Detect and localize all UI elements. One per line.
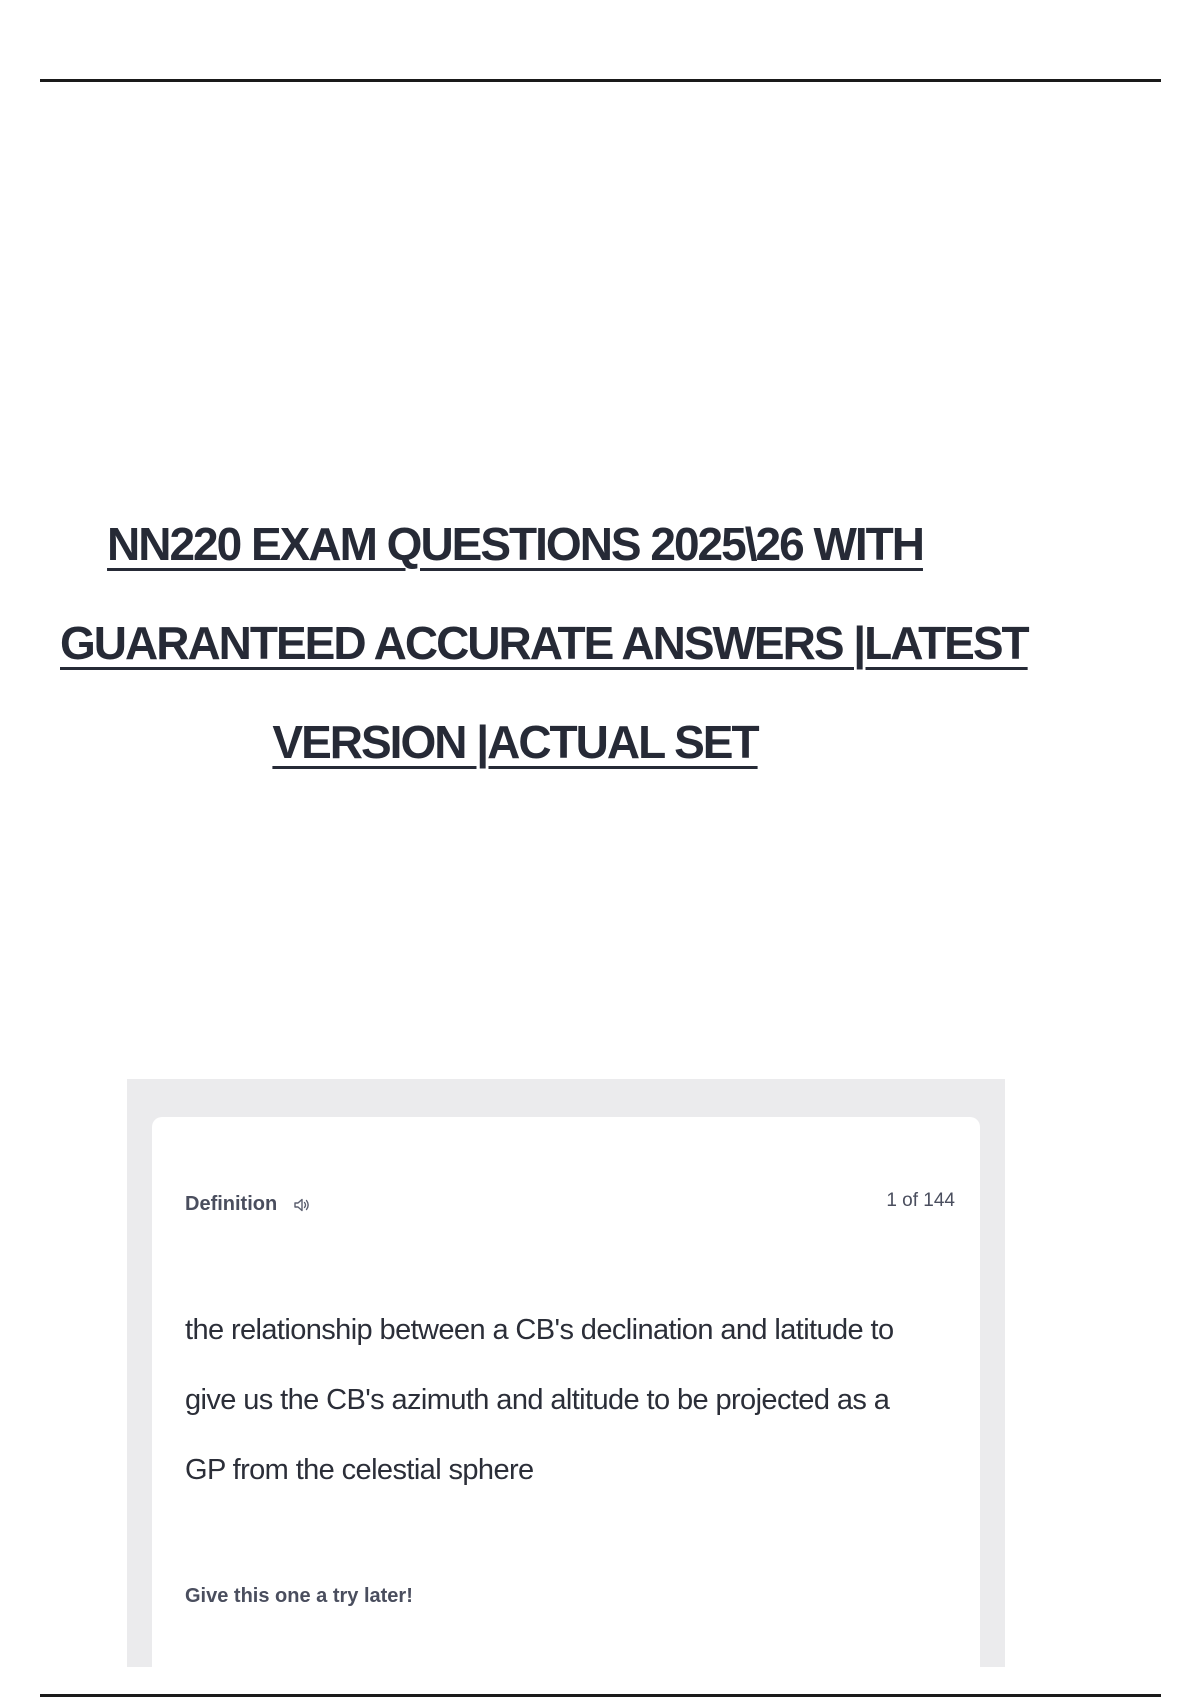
flashcard xyxy=(152,1117,980,1677)
card-counter: 1 of 144 xyxy=(886,1190,955,1211)
card-header xyxy=(185,1193,311,1216)
title-line-3: VERSION |ACTUAL SET xyxy=(272,716,758,768)
definition-text: the relationship between a CB's declination and latitude to give us the CB's azimuth and altitude to be projected as a GP from the celestial sphere xyxy=(185,1314,894,1486)
top-divider xyxy=(40,79,1161,82)
definition-label: Definition xyxy=(185,1193,278,1215)
document-title xyxy=(60,495,1028,792)
title-line-1: NN220 EXAM QUESTIONS 2025\26 WITH xyxy=(107,518,923,570)
try-later-link[interactable]: Give this one a try later! xyxy=(185,1585,413,1607)
bottom-divider xyxy=(40,1694,1161,1697)
speaker-icon[interactable] xyxy=(293,1196,311,1214)
flashcard-screenshot xyxy=(127,1079,1005,1667)
title-line-2: GUARANTEED ACCURATE ANSWERS |LATEST xyxy=(60,617,1028,669)
